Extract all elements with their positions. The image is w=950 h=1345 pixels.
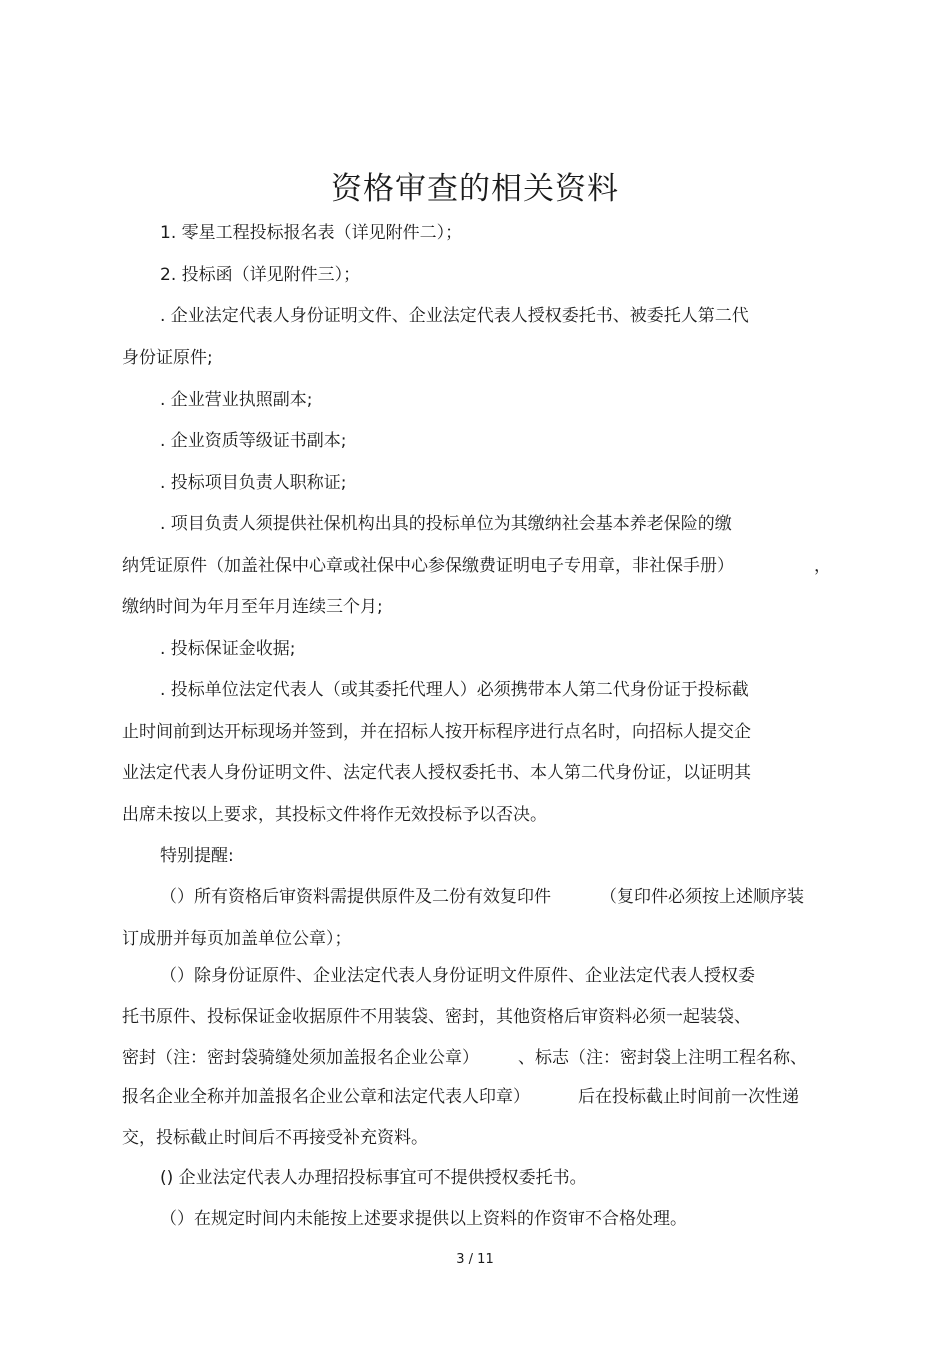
- list-item-continuation: 业法定代表人身份证明文件、法定代表人授权委托书、本人第二代身份证，以证明其: [122, 763, 751, 783]
- section-heading: 特别提醒:: [160, 846, 234, 866]
- reminder-item: （）在规定时间内未能按上述要求提供以上资料的作资审不合格处理。: [160, 1209, 687, 1229]
- list-item: . 投标保证金收据;: [160, 639, 296, 659]
- reminder-continuation: 报名企业全称并加盖报名企业公章和法定代表人印章）: [122, 1087, 530, 1107]
- reminder-item: （）除身份证原件、企业法定代表人身份证明文件原件、企业法定代表人授权委: [160, 966, 755, 986]
- list-item: 2. 投标函（详见附件三）；: [160, 265, 361, 285]
- reminder-continuation: 订成册并每页加盖单位公章）；: [122, 929, 352, 949]
- list-item: 1. 零星工程投标报名表（详见附件二）；: [160, 223, 463, 243]
- reminder-continuation: 、标志（注：密封袋上注明工程名称、: [518, 1048, 807, 1068]
- reminder-continuation: 密封（注：密封袋骑缝处须加盖报名企业公章）: [122, 1048, 479, 1068]
- punctuation-mark: ，: [814, 556, 831, 576]
- page-indicator: 3 / 11: [456, 1252, 494, 1267]
- list-item-continuation: 缴纳时间为年月至年月连续三个月;: [122, 597, 383, 617]
- reminder-item: （）所有资格后审资料需提供原件及二份有效复印件: [160, 887, 551, 907]
- reminder-continuation: 托书原件、投标保证金收据原件不用装袋、密封，其他资格后审资料必须一起装袋、: [122, 1007, 751, 1027]
- document-title: 资格审查的相关资料: [331, 171, 619, 207]
- list-item: . 企业资质等级证书副本;: [160, 431, 347, 451]
- list-item: . 企业营业执照副本;: [160, 390, 313, 410]
- list-item-continuation: 出席未按以上要求，其投标文件将作无效投标予以否决。: [122, 805, 547, 825]
- list-item: . 投标单位法定代表人（或其委托代理人）必须携带本人第二代身份证于投标截: [160, 680, 749, 700]
- reminder-item-aside: （复印件必须按上述顺序装: [600, 887, 804, 907]
- list-item: . 项目负责人须提供社保机构出具的投标单位为其缴纳社会基本养老保险的缴: [160, 514, 732, 534]
- reminder-continuation: 后在投标截止时间前一次性递: [578, 1087, 799, 1107]
- list-item: . 投标项目负责人职称证;: [160, 473, 347, 493]
- list-item-continuation: 纳凭证原件（加盖社保中心章或社保中心参保缴费证明电子专用章，非社保手册）: [122, 556, 734, 576]
- list-item-continuation: 身份证原件;: [122, 348, 213, 368]
- list-item: . 企业法定代表人身份证明文件、企业法定代表人授权委托书、被委托人第二代: [160, 306, 749, 326]
- list-item-continuation: 止时间前到达开标现场并签到，并在招标人按开标程序进行点名时，向招标人提交企: [122, 722, 751, 742]
- reminder-item: () 企业法定代表人办理招投标事宜可不提供授权委托书。: [160, 1168, 587, 1188]
- reminder-continuation: 交，投标截止时间后不再接受补充资料。: [122, 1128, 428, 1148]
